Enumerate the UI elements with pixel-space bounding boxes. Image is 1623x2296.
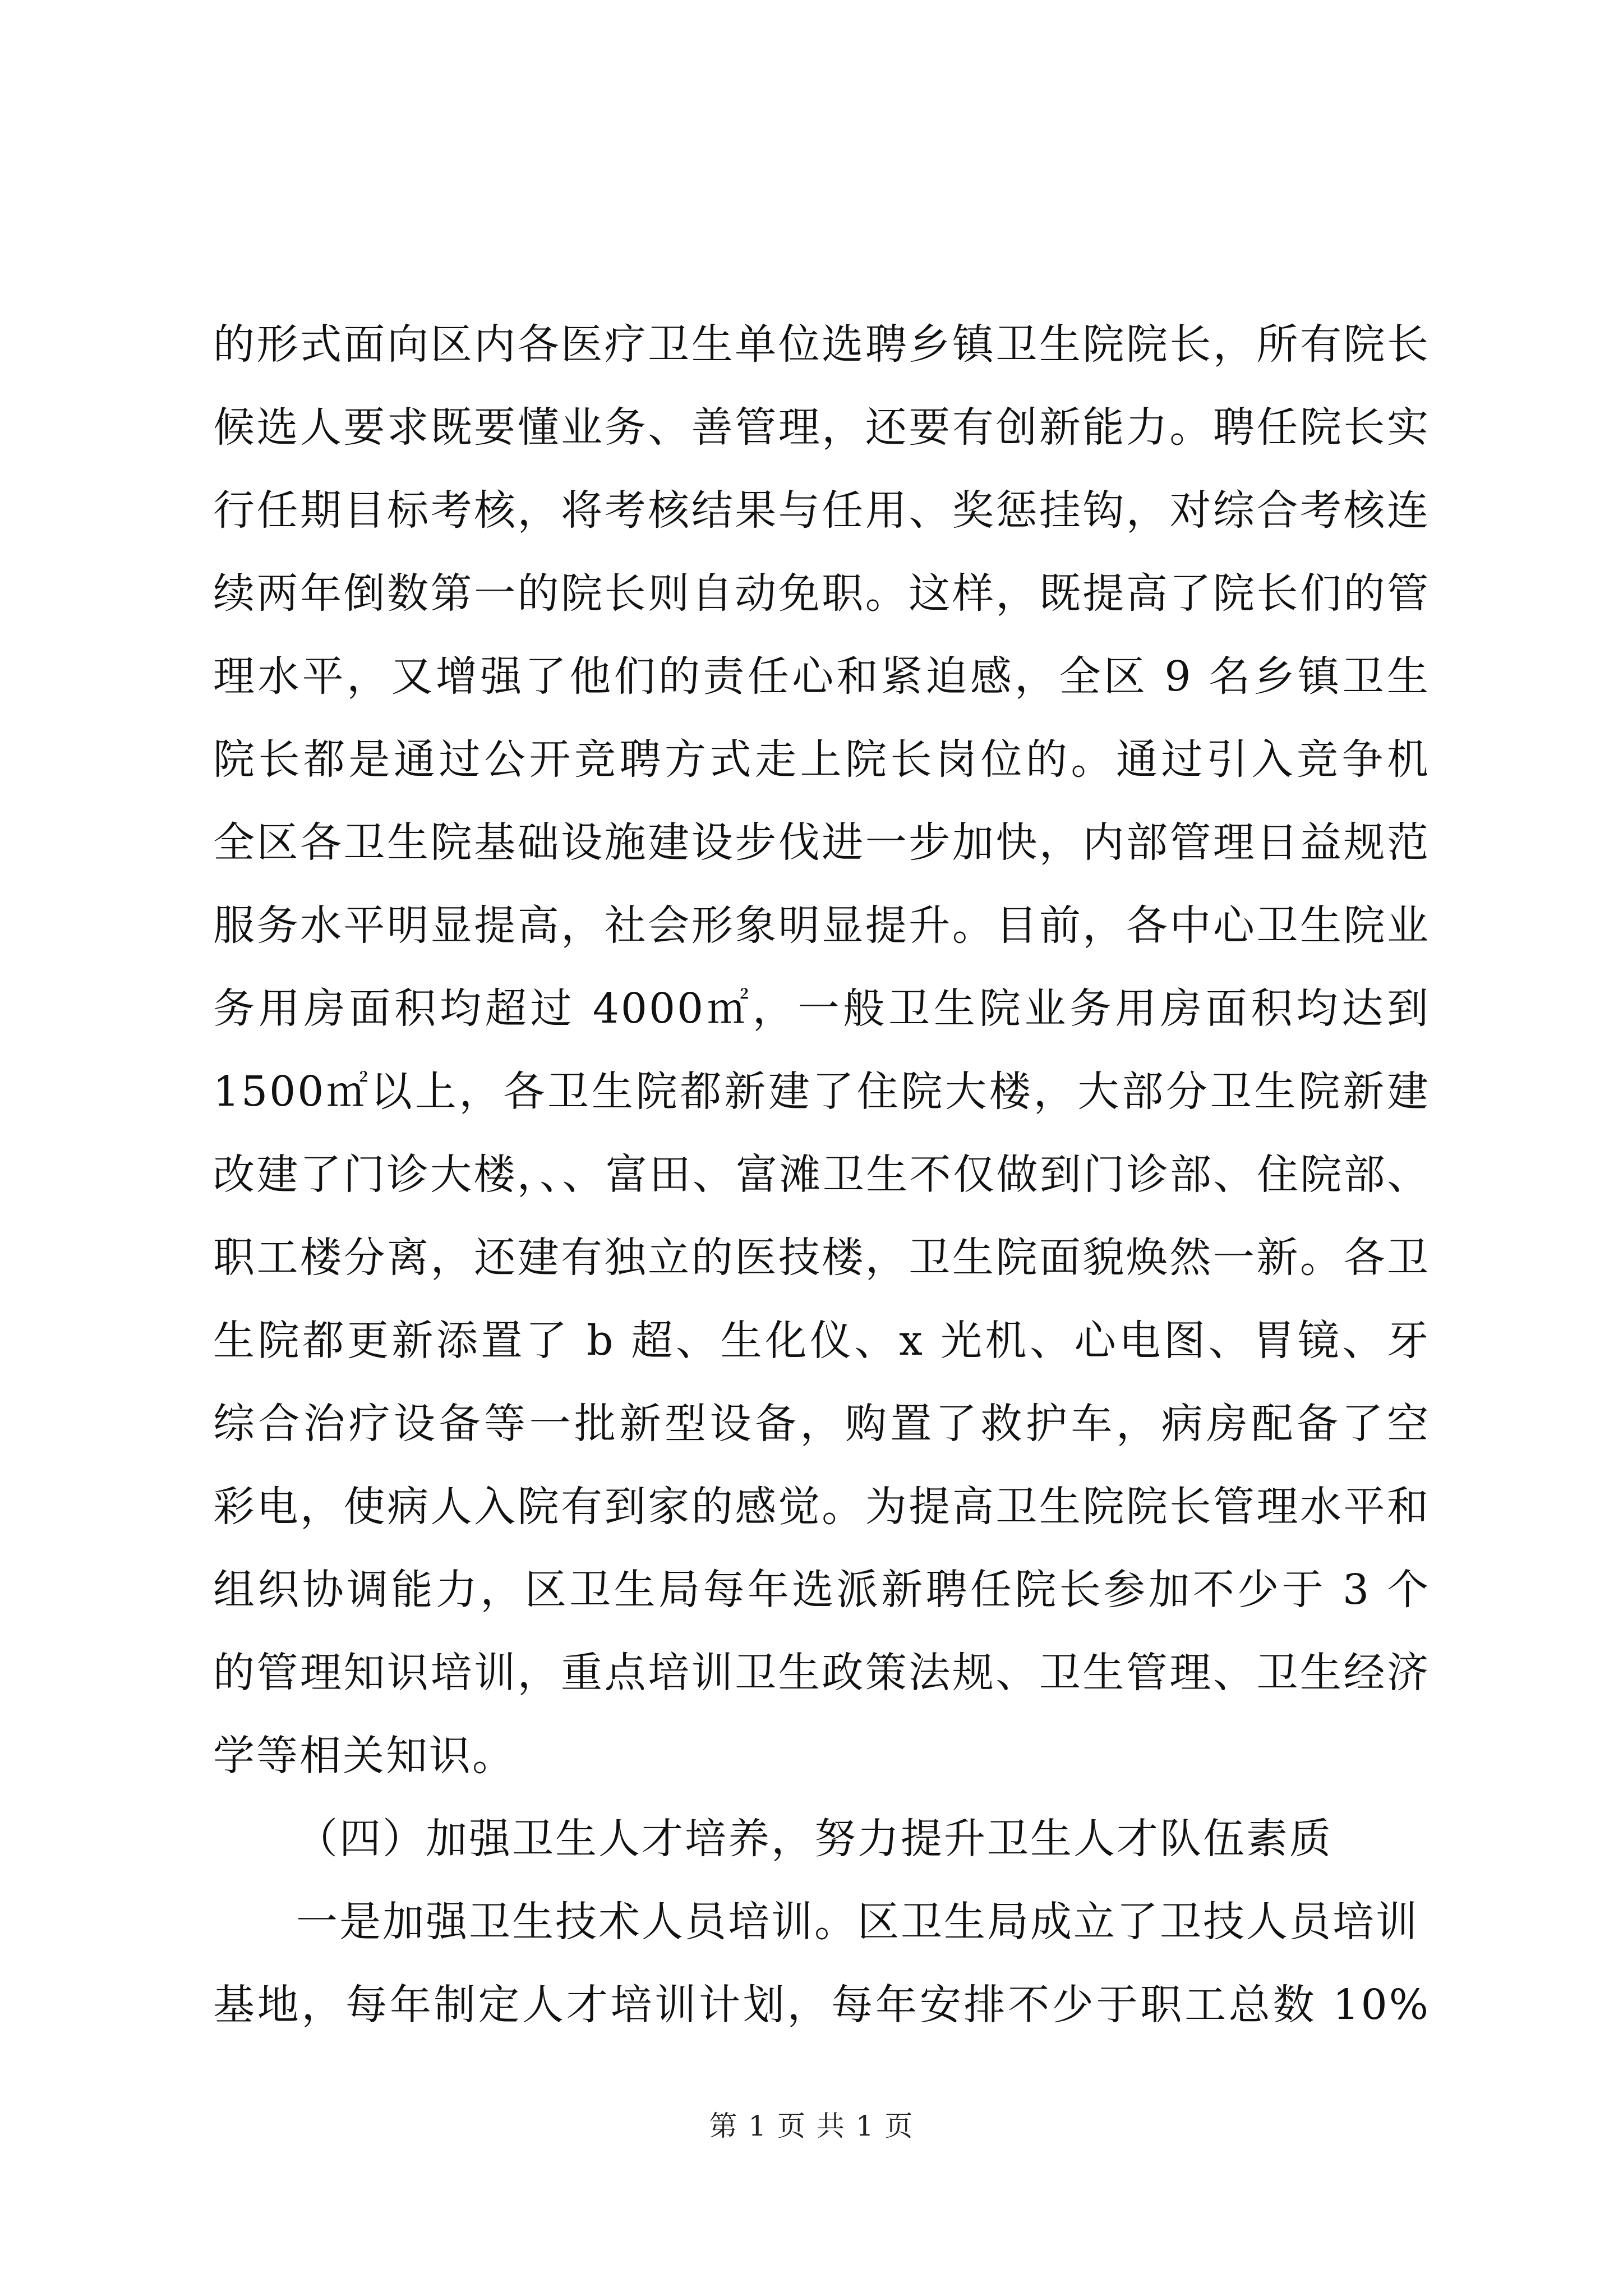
text-line: 院长都是通过公开竞聘方式走上院长岗位的。通过引入竞争机: [213, 735, 1430, 784]
text-line: 1500㎡以上，各卫生院都新建了住院大楼，大部分卫生院新建: [213, 1068, 1430, 1116]
text-line: 综合治疗设备等一批新型设备，购置了救护车，病房配备了空: [213, 1400, 1430, 1448]
text-line: 的管理知识培训，重点培训卫生政策法规、卫生管理、卫生经济: [213, 1649, 1430, 1697]
text-line: 一是加强卫生技术人员培训。区卫生局成立了卫技人员培训: [296, 1898, 1419, 1946]
text-line: 务用房面积均超过 4000㎡，一般卫生院业务用房面积均达到: [213, 984, 1430, 1033]
text-line: 的形式面向区内各医疗卫生单位选聘乡镇卫生院院长，所有院长: [213, 320, 1430, 369]
text-line: 改建了门诊大楼，、、富田、富滩卫生不仅做到门诊部、住院部、: [213, 1151, 1430, 1199]
text-line: 组织协调能力，区卫生局每年选派新聘任院长参加不少于 3 个: [213, 1566, 1430, 1614]
text-line: 学等相关知识。: [213, 1732, 515, 1780]
text-line: 续两年倒数第一的院长则自动免职。这样，既提高了院长们的管: [213, 569, 1430, 618]
section-heading: （四）加强卫生人才培养，努力提升卫生人才队伍素质: [296, 1815, 1332, 1863]
text-line: 行任期目标考核，将考核结果与任用、奖惩挂钩，对综合考核连: [213, 486, 1430, 535]
text-line: 彩电，使病人入院有到家的感觉。为提高卫生院院长管理水平和: [213, 1483, 1430, 1531]
text-line: 全区各卫生院基础设施建设步伐进一步加快，内部管理日益规范: [213, 818, 1430, 867]
text-line: 基地，每年制定人才培训计划，每年安排不少于职工总数 10%: [213, 1981, 1430, 2029]
text-line: 职工楼分离，还建有独立的医技楼，卫生院面貌焕然一新。各卫: [213, 1234, 1430, 1282]
document-body: [213, 303, 1430, 2046]
text-line: 理水平，又增强了他们的责任心和紧迫感，全区 9 名乡镇卫生: [213, 652, 1430, 701]
text-line: 生院都更新添置了 b 超、生化仪、x 光机、心电图、胃镜、牙: [213, 1317, 1430, 1365]
text-line: 服务水平明显提高，社会形象明显提升。目前，各中心卫生院业: [213, 901, 1430, 950]
text-line: 候选人要求既要懂业务、善管理，还要有创新能力。聘任院长实: [213, 403, 1430, 452]
page-number-footer: 第 1 页 共 1 页: [709, 2110, 914, 2142]
